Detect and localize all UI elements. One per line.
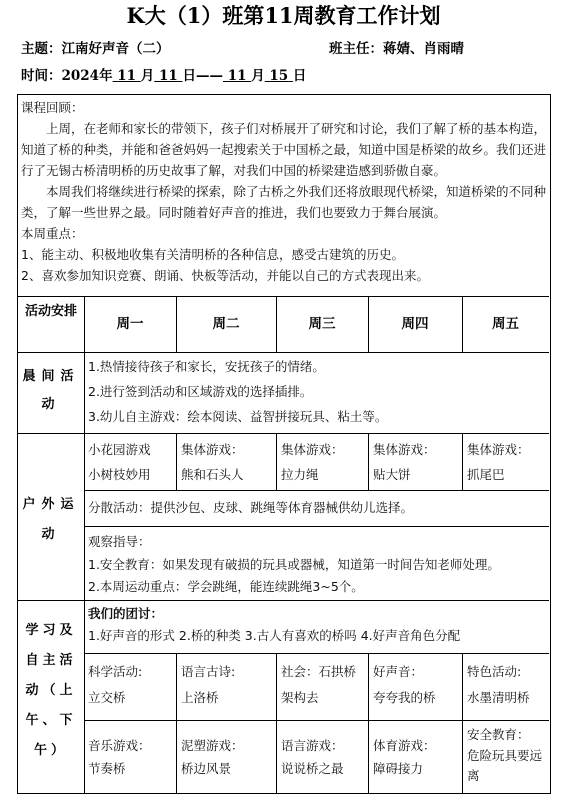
study-thu-2-name: 障碍接力 bbox=[373, 761, 424, 776]
morning-item-1: 1.热情接待孩子和家长，安抚孩子的情绪。 bbox=[88, 359, 325, 374]
study-wed-1-type: 社会：石拱桥 bbox=[281, 664, 357, 679]
study-label: 学习及自主活动（上午、下午） bbox=[25, 623, 77, 758]
outdoor-game-mon-type: 小花园游戏 bbox=[88, 442, 151, 457]
study-tue-2-name: 桥边风景 bbox=[181, 761, 232, 776]
day-header-mon: 周一 bbox=[116, 316, 144, 332]
group-discussion-title: 我们的团讨： bbox=[88, 606, 164, 621]
focus-item-1: 1、能主动、积极地收集有关清明桥的各种信息，感受古建筑的历史。 bbox=[21, 247, 404, 262]
start-day: 11 bbox=[158, 68, 178, 84]
study-mon-2-type: 音乐游戏： bbox=[88, 738, 151, 753]
start-day-unit: 日 bbox=[182, 68, 196, 84]
outdoor-game-thu-name: 贴大饼 bbox=[373, 467, 411, 482]
corner-label: 活动安排 bbox=[24, 304, 77, 319]
outdoor-game-wed-name: 拉力绳 bbox=[281, 467, 319, 482]
study-tue-1-type: 语言古诗: bbox=[181, 664, 236, 679]
study-thu-1-name: 夸夸我的桥 bbox=[373, 690, 436, 705]
morning-item-3: 3.幼儿自主游戏：绘本阅读、益智拼接玩具、粘土等。 bbox=[88, 409, 388, 424]
study-mon-1-name: 立交桥 bbox=[88, 690, 126, 705]
time-line bbox=[21, 66, 306, 86]
morning-item-2: 2.进行签到活动和区域游戏的选择插排。 bbox=[88, 384, 313, 399]
divider bbox=[276, 433, 277, 490]
study-fri-1-type: 特色活动: bbox=[467, 664, 522, 679]
divider bbox=[176, 653, 177, 793]
divider bbox=[18, 600, 549, 601]
divider bbox=[84, 296, 85, 793]
end-month-unit: 月 bbox=[251, 68, 265, 84]
review-paragraph-1: 上周，在老师和家长的带领下，孩子们对桥展开了研究和讨论，我们了解了桥的基本构造，知道了桥的种类，并能和爸爸妈妈一起搜索关于中国桥之最，知道中国是桥梁的故乡。我们还进行了无锡古桥清明桥的历史故事了解，对我们中国的桥梁建造感到骄傲自豪。 bbox=[21, 121, 547, 178]
outdoor-game-mon-name: 小树枝妙用 bbox=[88, 467, 151, 482]
study-fri-2-type: 安全教育： bbox=[467, 727, 530, 742]
outdoor-game-tue-type: 集体游戏： bbox=[181, 442, 244, 457]
day-header-fri: 周五 bbox=[492, 316, 519, 332]
outdoor-game-fri-name: 抓尾巴 bbox=[467, 467, 505, 482]
start-month-unit: 月 bbox=[140, 68, 155, 84]
divider bbox=[84, 720, 549, 721]
divider bbox=[462, 433, 463, 490]
end-month: 11 bbox=[227, 68, 247, 84]
end-day: 15 bbox=[269, 68, 289, 84]
scatter-activity: 分散活动：提供沙包、皮球、跳绳等体育器械供幼儿选择。 bbox=[88, 500, 414, 515]
outdoor-label: 户外运动 bbox=[22, 497, 80, 542]
study-fri-1-name: 水墨清明桥 bbox=[467, 690, 530, 705]
study-tue-1-name: 上洛桥 bbox=[181, 690, 219, 705]
study-wed-1-name: 架构去 bbox=[281, 690, 319, 705]
study-mon-1-type: 科学活动: bbox=[88, 664, 143, 679]
group-discussion-items: 1.好声音的形式 2.桥的种类 3.古人有喜欢的桥吗 4.好声音角色分配 bbox=[88, 628, 461, 643]
divider bbox=[368, 653, 369, 793]
observation-item-2: 2.本周运动重点：学会跳绳，能连续跳绳3~5个。 bbox=[88, 579, 364, 594]
teachers-label: 班主任：蒋婧、肖雨晴 bbox=[329, 41, 464, 57]
divider bbox=[276, 653, 277, 793]
divider bbox=[84, 526, 549, 527]
date-dash: —— bbox=[195, 68, 223, 84]
divider bbox=[84, 653, 549, 654]
start-month: 11 bbox=[117, 68, 137, 84]
divider bbox=[176, 433, 177, 490]
divider bbox=[84, 490, 549, 491]
divider bbox=[18, 352, 549, 353]
outdoor-game-tue-name: 熊和石头人 bbox=[181, 467, 244, 482]
study-fri-2-name: 危险玩具要远离 bbox=[467, 748, 543, 783]
end-day-unit: 日 bbox=[292, 68, 307, 84]
divider bbox=[18, 433, 549, 434]
study-thu-2-type: 体育游戏： bbox=[373, 738, 436, 753]
day-header-thu: 周四 bbox=[401, 316, 429, 332]
time-prefix: 时间：2024年 bbox=[21, 68, 113, 84]
outdoor-game-wed-type: 集体游戏： bbox=[281, 442, 344, 457]
outdoor-game-thu-type: 集体游戏： bbox=[373, 442, 436, 457]
focus-label: 本周重点： bbox=[21, 226, 84, 241]
observation-label: 观察指导： bbox=[88, 534, 151, 549]
divider bbox=[368, 433, 369, 490]
divider bbox=[462, 653, 463, 793]
morning-label: 晨间活动 bbox=[22, 369, 80, 412]
theme-label: 主题：江南好声音（二） bbox=[21, 41, 170, 57]
focus-item-2: 2、喜欢参加知识竞赛、朗诵、快板等活动，并能以自己的方式表现出来。 bbox=[21, 268, 429, 283]
study-wed-2-name: 说说桥之最 bbox=[281, 761, 344, 776]
study-mon-2-name: 节奏桥 bbox=[88, 761, 126, 776]
study-thu-1-type: 好声音： bbox=[373, 664, 424, 679]
review-label: 课程回顾： bbox=[21, 100, 84, 115]
plan-table bbox=[17, 94, 551, 794]
day-header-wed: 周三 bbox=[308, 316, 336, 332]
observation-item-1: 1.安全教育：如果发现有破损的玩具或器械，知道第一时间告知老师处理。 bbox=[88, 557, 500, 572]
page-title: K大（1）班第11周教育工作计划 bbox=[126, 3, 441, 28]
outdoor-game-fri-type: 集体游戏： bbox=[467, 442, 530, 457]
study-tue-2-type: 泥塑游戏： bbox=[181, 738, 244, 753]
review-paragraph-2: 本周我们将继续进行桥梁的探索，除了古桥之外我们还将放眼现代桥梁，知道桥梁的不同种类，了解一些世界之最。同时随着好声音的推进，我们也要致力于舞台展演。 bbox=[21, 184, 547, 220]
day-header-tue: 周二 bbox=[212, 316, 240, 332]
study-wed-2-type: 语言游戏： bbox=[281, 738, 344, 753]
